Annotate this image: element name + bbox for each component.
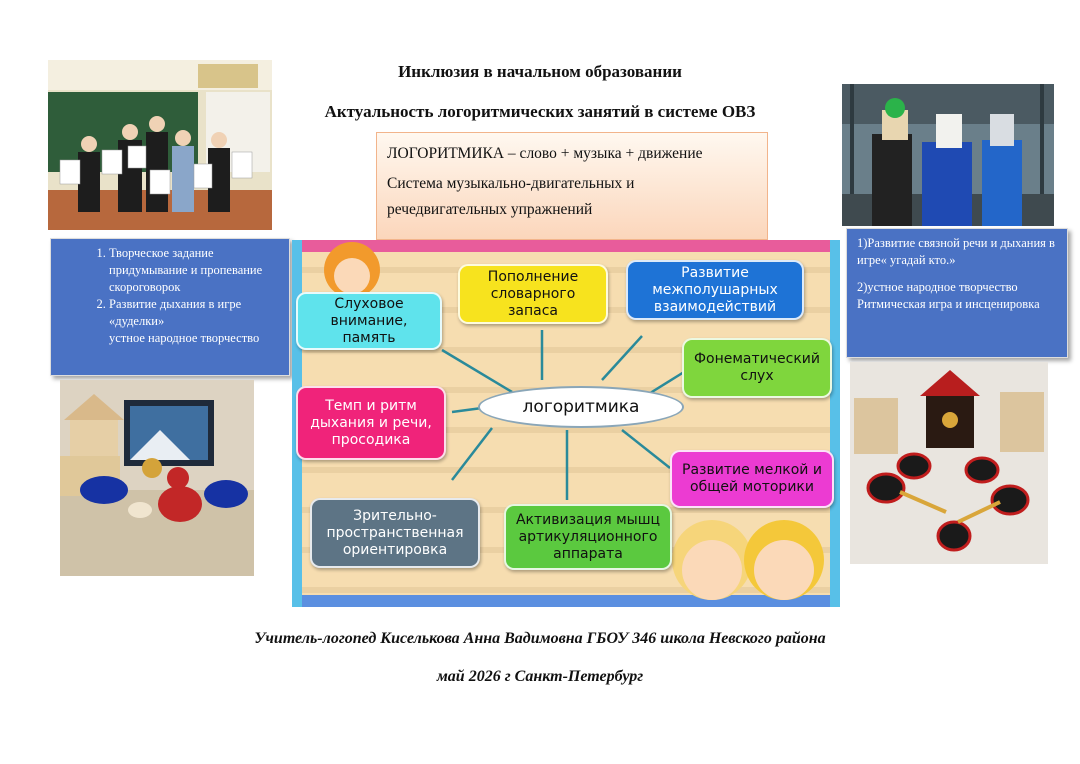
page-title: Инклюзия в начальном образовании (398, 62, 682, 81)
right-info-box (846, 228, 1068, 358)
logorhythmics-diagram (292, 240, 840, 607)
node-motor-skills: Развитие мелкой и общей моторики (670, 450, 834, 508)
node-vocabulary: Пополнение словарного запаса (458, 264, 608, 324)
node-auditory-attention: Слуховое внимание, память (296, 292, 442, 350)
definition-line-1: ЛОГОРИТМИКА – слово + музыка + движение (387, 145, 703, 162)
birdhouse-spoons-photo (850, 362, 1048, 564)
left-box-item-2: 2. Развитие дыхания в игре «дуделки» (109, 296, 283, 330)
kids-masks-photo (842, 84, 1054, 226)
page-subtitle: Актуальность логоритмических занятий в системе ОВЗ (324, 102, 756, 121)
right-box-paragraph-2: 2)устное народное творчество Ритмическая игра и инсценировка (857, 280, 1040, 311)
node-interhemispheric: Развитие межполушарных взаимодействий (626, 260, 804, 320)
node-tempo-rhythm: Темп и ритм дыхания и речи, просодика (296, 386, 446, 460)
node-phonemic-hearing: Фонематический слух (682, 338, 832, 398)
node-spatial-orientation: Зрительно-пространственная ориентировка (310, 498, 480, 568)
left-box-extra: устное народное творчество (109, 331, 260, 345)
right-box-paragraph-1: 1)Развитие связной речи и дыхания в игре« угадай кто.» (857, 236, 1055, 267)
classroom-photo (48, 60, 272, 230)
left-info-box (50, 238, 290, 376)
diagram-center: логоритмика (478, 386, 684, 428)
definition-line-2: Система музыкально-двигательных и речедвигательных упражнений (387, 175, 635, 218)
toys-whistles-photo (60, 380, 254, 576)
footer-date-place: май 2026 г Санкт-Петербург (436, 668, 644, 685)
footer-author: Учитель-логопед Киселькова Анна Вадимовна ГБОУ 346 школа Невского района (254, 630, 826, 647)
node-articulation: Активизация мышц артикуляционного аппарата (504, 504, 672, 570)
definition-box (376, 132, 768, 240)
left-box-item-1: 1. Творческое задание придумывание и пропевание скороговорок (109, 245, 283, 296)
